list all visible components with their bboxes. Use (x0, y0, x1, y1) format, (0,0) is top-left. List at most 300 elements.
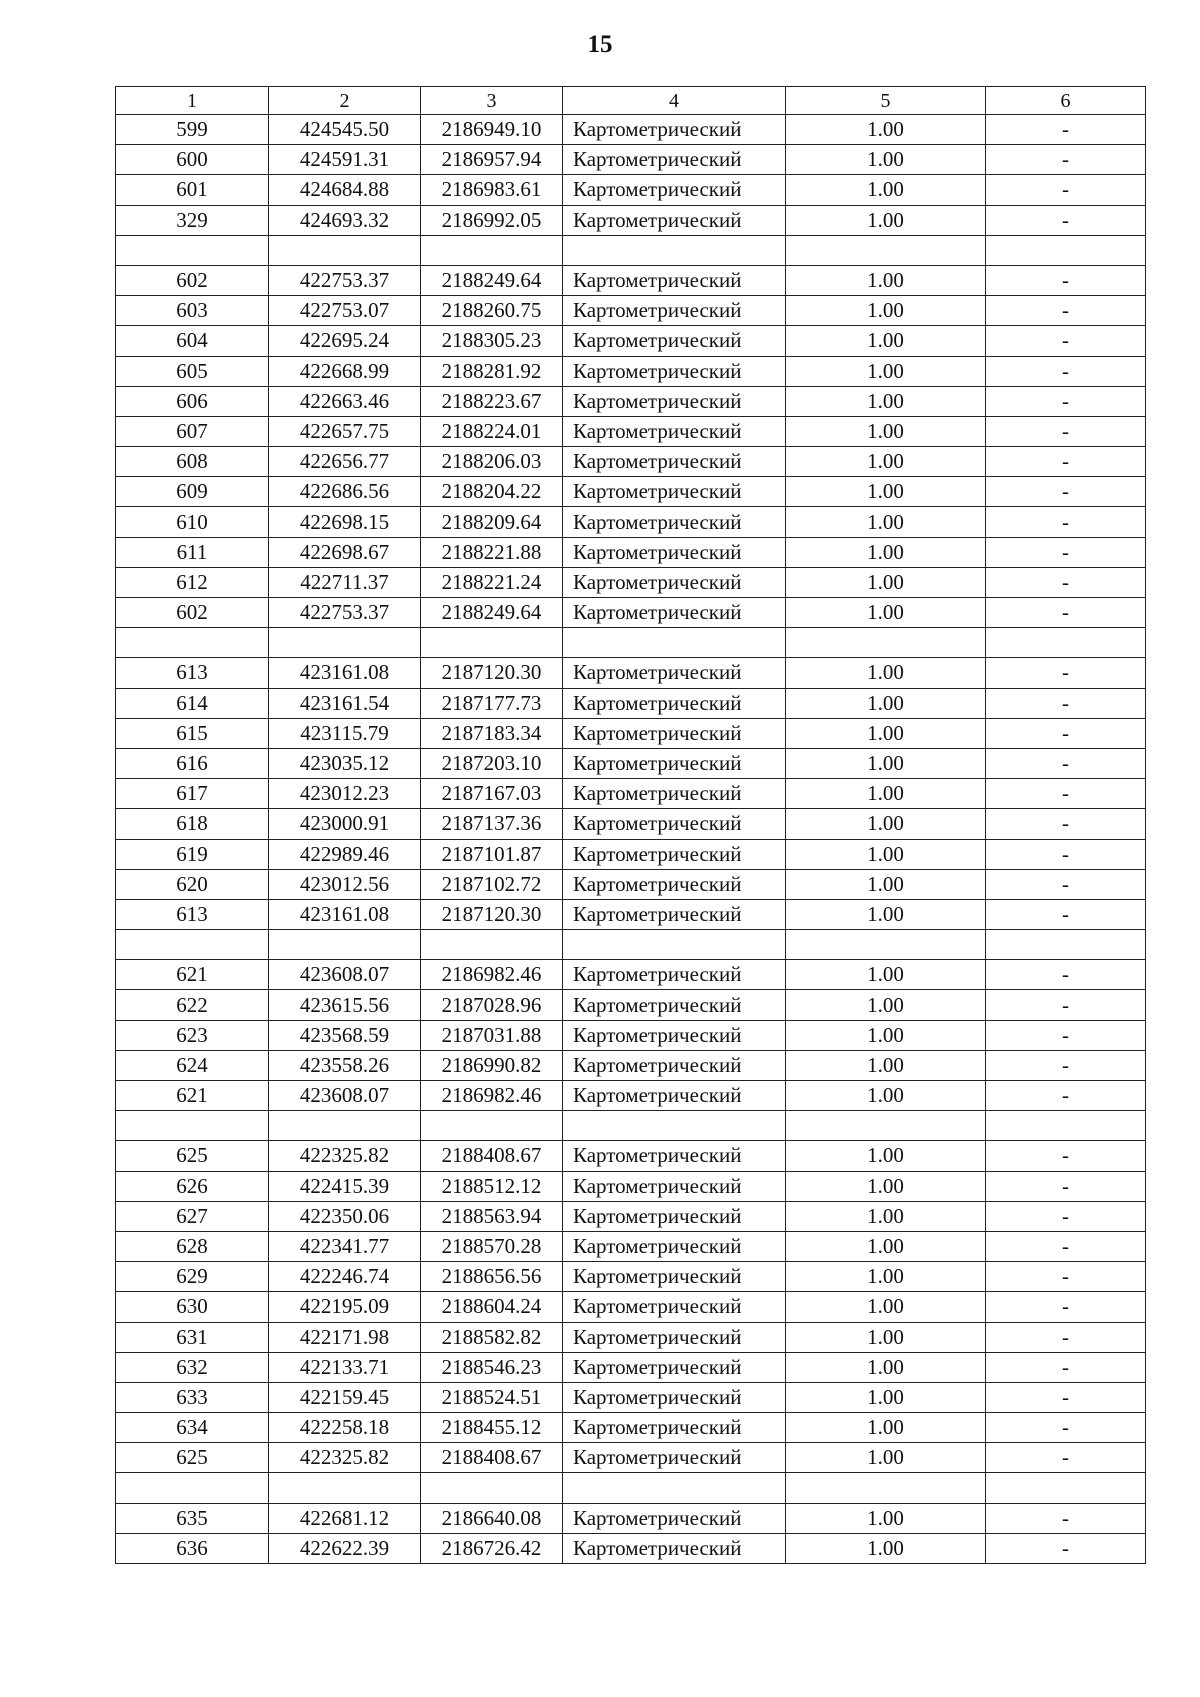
cell-x-coordinate: 422695.24 (269, 326, 421, 356)
cell-method: Картометрический (563, 598, 786, 628)
cell-x-coordinate: 422325.82 (269, 1141, 421, 1171)
cell-accuracy: 1.00 (786, 1262, 986, 1292)
cell-y-coordinate: 2188563.94 (421, 1201, 563, 1231)
cell-y-coordinate: 2188305.23 (421, 326, 563, 356)
cell-point-number (116, 1111, 269, 1141)
cell-method: Картометрический (563, 537, 786, 567)
cell-method: Картометрический (563, 1171, 786, 1201)
cell-accuracy: 1.00 (786, 1352, 986, 1382)
cell-accuracy: 1.00 (786, 145, 986, 175)
cell-accuracy: 1.00 (786, 990, 986, 1020)
cell-x-coordinate: 422258.18 (269, 1413, 421, 1443)
cell-x-coordinate: 422133.71 (269, 1352, 421, 1382)
table-row (116, 1171, 1146, 1201)
cell-x-coordinate: 422753.07 (269, 296, 421, 326)
cell-note (986, 1473, 1146, 1503)
cell-accuracy: 1.00 (786, 1141, 986, 1171)
cell-note: - (986, 598, 1146, 628)
cell-y-coordinate: 2188570.28 (421, 1231, 563, 1261)
cell-point-number: 601 (116, 175, 269, 205)
cell-point-number: 611 (116, 537, 269, 567)
cell-accuracy: 1.00 (786, 809, 986, 839)
cell-x-coordinate (269, 1473, 421, 1503)
cell-x-coordinate: 422341.77 (269, 1231, 421, 1261)
cell-point-number (116, 235, 269, 265)
cell-note: - (986, 115, 1146, 145)
cell-note: - (986, 1443, 1146, 1473)
cell-accuracy: 1.00 (786, 748, 986, 778)
cell-method: Картометрический (563, 1141, 786, 1171)
cell-note: - (986, 809, 1146, 839)
cell-note: - (986, 899, 1146, 929)
cell-x-coordinate (269, 235, 421, 265)
cell-x-coordinate: 422989.46 (269, 839, 421, 869)
table-row (116, 145, 1146, 175)
cell-note: - (986, 537, 1146, 567)
cell-point-number: 604 (116, 326, 269, 356)
cell-y-coordinate: 2188221.88 (421, 537, 563, 567)
cell-accuracy: 1.00 (786, 356, 986, 386)
cell-point-number: 616 (116, 748, 269, 778)
cell-accuracy: 1.00 (786, 507, 986, 537)
cell-x-coordinate: 423012.56 (269, 869, 421, 899)
cell-y-coordinate: 2188408.67 (421, 1141, 563, 1171)
cell-point-number: 620 (116, 869, 269, 899)
cell-method: Картометрический (563, 296, 786, 326)
column-header-2: 2 (269, 87, 421, 115)
cell-accuracy: 1.00 (786, 1443, 986, 1473)
cell-note: - (986, 1292, 1146, 1322)
table-row (116, 447, 1146, 477)
table-row (116, 1201, 1146, 1231)
cell-accuracy: 1.00 (786, 1533, 986, 1563)
cell-accuracy (786, 235, 986, 265)
cell-point-number: 629 (116, 1262, 269, 1292)
cell-method (563, 628, 786, 658)
cell-y-coordinate: 2186982.46 (421, 1081, 563, 1111)
cell-method: Картометрический (563, 115, 786, 145)
cell-note: - (986, 356, 1146, 386)
cell-x-coordinate: 422698.67 (269, 537, 421, 567)
cell-point-number: 613 (116, 658, 269, 688)
cell-y-coordinate: 2186726.42 (421, 1533, 563, 1563)
cell-x-coordinate: 423608.07 (269, 960, 421, 990)
cell-method: Картометрический (563, 1352, 786, 1382)
cell-accuracy: 1.00 (786, 386, 986, 416)
cell-point-number: 602 (116, 265, 269, 295)
cell-y-coordinate: 2186982.46 (421, 960, 563, 990)
cell-point-number: 606 (116, 386, 269, 416)
cell-note: - (986, 296, 1146, 326)
cell-note: - (986, 658, 1146, 688)
cell-point-number: 618 (116, 809, 269, 839)
cell-accuracy (786, 1111, 986, 1141)
cell-accuracy: 1.00 (786, 477, 986, 507)
cell-point-number: 632 (116, 1352, 269, 1382)
cell-accuracy: 1.00 (786, 598, 986, 628)
cell-y-coordinate: 2188604.24 (421, 1292, 563, 1322)
cell-method: Картометрический (563, 688, 786, 718)
table-row (116, 265, 1146, 295)
cell-point-number: 625 (116, 1443, 269, 1473)
cell-point-number: 600 (116, 145, 269, 175)
cell-y-coordinate: 2186983.61 (421, 175, 563, 205)
cell-y-coordinate: 2188223.67 (421, 386, 563, 416)
cell-accuracy (786, 930, 986, 960)
cell-x-coordinate: 422325.82 (269, 1443, 421, 1473)
cell-point-number: 605 (116, 356, 269, 386)
table-row (116, 537, 1146, 567)
cell-method: Картометрический (563, 386, 786, 416)
cell-note: - (986, 688, 1146, 718)
table-row (116, 869, 1146, 899)
cell-method: Картометрический (563, 1081, 786, 1111)
table-row (116, 567, 1146, 597)
cell-accuracy: 1.00 (786, 1382, 986, 1412)
cell-accuracy: 1.00 (786, 1201, 986, 1231)
cell-note: - (986, 386, 1146, 416)
cell-y-coordinate: 2188408.67 (421, 1443, 563, 1473)
cell-method: Картометрический (563, 205, 786, 235)
cell-method: Картометрический (563, 869, 786, 899)
cell-accuracy: 1.00 (786, 658, 986, 688)
cell-note: - (986, 748, 1146, 778)
cell-method: Картометрический (563, 1443, 786, 1473)
cell-x-coordinate: 423115.79 (269, 718, 421, 748)
table-row (116, 477, 1146, 507)
table-row (116, 960, 1146, 990)
cell-method: Картометрический (563, 748, 786, 778)
cell-note: - (986, 1231, 1146, 1261)
cell-y-coordinate: 2187183.34 (421, 718, 563, 748)
cell-method (563, 1473, 786, 1503)
cell-accuracy: 1.00 (786, 960, 986, 990)
cell-method: Картометрический (563, 960, 786, 990)
cell-point-number (116, 1473, 269, 1503)
cell-y-coordinate: 2187137.36 (421, 809, 563, 839)
table-row (116, 1382, 1146, 1412)
cell-method (563, 930, 786, 960)
cell-method: Картометрический (563, 990, 786, 1020)
cell-y-coordinate: 2188249.64 (421, 265, 563, 295)
table-row (116, 598, 1146, 628)
cell-y-coordinate: 2186990.82 (421, 1050, 563, 1080)
cell-point-number: 636 (116, 1533, 269, 1563)
cell-y-coordinate: 2187203.10 (421, 748, 563, 778)
cell-y-coordinate (421, 235, 563, 265)
cell-accuracy: 1.00 (786, 205, 986, 235)
table-separator-row (116, 930, 1146, 960)
cell-x-coordinate: 422159.45 (269, 1382, 421, 1412)
column-header-6: 6 (986, 87, 1146, 115)
table-row (116, 1081, 1146, 1111)
cell-x-coordinate (269, 628, 421, 658)
cell-y-coordinate: 2188249.64 (421, 598, 563, 628)
cell-accuracy: 1.00 (786, 1020, 986, 1050)
cell-x-coordinate: 423161.54 (269, 688, 421, 718)
cell-method (563, 235, 786, 265)
table-row (116, 779, 1146, 809)
table-row (116, 356, 1146, 386)
cell-y-coordinate: 2187167.03 (421, 779, 563, 809)
cell-note (986, 930, 1146, 960)
cell-note: - (986, 477, 1146, 507)
cell-note: - (986, 1141, 1146, 1171)
cell-y-coordinate: 2188512.12 (421, 1171, 563, 1201)
cell-method: Картометрический (563, 1533, 786, 1563)
table-row (116, 1413, 1146, 1443)
cell-point-number: 631 (116, 1322, 269, 1352)
cell-y-coordinate: 2188455.12 (421, 1413, 563, 1443)
cell-accuracy: 1.00 (786, 1292, 986, 1322)
cell-note: - (986, 1171, 1146, 1201)
table-row (116, 1533, 1146, 1563)
cell-note: - (986, 416, 1146, 446)
table-row (116, 1050, 1146, 1080)
cell-x-coordinate: 422622.39 (269, 1533, 421, 1563)
column-header-3: 3 (421, 87, 563, 115)
cell-x-coordinate: 423615.56 (269, 990, 421, 1020)
cell-method: Картометрический (563, 356, 786, 386)
cell-note: - (986, 839, 1146, 869)
cell-accuracy: 1.00 (786, 567, 986, 597)
cell-x-coordinate: 422657.75 (269, 416, 421, 446)
cell-y-coordinate: 2188206.03 (421, 447, 563, 477)
table-row (116, 1443, 1146, 1473)
cell-method: Картометрический (563, 477, 786, 507)
cell-y-coordinate: 2187120.30 (421, 658, 563, 688)
cell-note: - (986, 1262, 1146, 1292)
cell-x-coordinate: 423035.12 (269, 748, 421, 778)
cell-y-coordinate: 2187177.73 (421, 688, 563, 718)
cell-y-coordinate (421, 1111, 563, 1141)
table-body (116, 87, 1146, 1564)
cell-x-coordinate: 422753.37 (269, 265, 421, 295)
cell-method: Картометрический (563, 567, 786, 597)
cell-point-number: 329 (116, 205, 269, 235)
cell-y-coordinate: 2187102.72 (421, 869, 563, 899)
cell-x-coordinate: 422195.09 (269, 1292, 421, 1322)
cell-point-number: 617 (116, 779, 269, 809)
cell-y-coordinate: 2188209.64 (421, 507, 563, 537)
cell-x-coordinate: 424545.50 (269, 115, 421, 145)
cell-point-number (116, 628, 269, 658)
cell-method: Картометрический (563, 507, 786, 537)
cell-accuracy: 1.00 (786, 1231, 986, 1261)
table-separator-row (116, 628, 1146, 658)
cell-y-coordinate: 2188281.92 (421, 356, 563, 386)
table-row (116, 748, 1146, 778)
cell-note: - (986, 779, 1146, 809)
cell-note: - (986, 1533, 1146, 1563)
table-row (116, 386, 1146, 416)
table-row (116, 175, 1146, 205)
cell-y-coordinate: 2186957.94 (421, 145, 563, 175)
cell-point-number: 609 (116, 477, 269, 507)
cell-method: Картометрический (563, 779, 786, 809)
cell-x-coordinate: 423161.08 (269, 658, 421, 688)
page-number: 15 (587, 31, 613, 58)
cell-note: - (986, 1081, 1146, 1111)
cell-point-number: 602 (116, 598, 269, 628)
cell-accuracy: 1.00 (786, 839, 986, 869)
cell-point-number: 608 (116, 447, 269, 477)
table-separator-row (116, 1473, 1146, 1503)
cell-accuracy: 1.00 (786, 899, 986, 929)
cell-note: - (986, 567, 1146, 597)
cell-y-coordinate: 2186949.10 (421, 115, 563, 145)
cell-y-coordinate: 2188221.24 (421, 567, 563, 597)
cell-method: Картометрический (563, 265, 786, 295)
table-header-row (116, 87, 1146, 115)
cell-x-coordinate: 423608.07 (269, 1081, 421, 1111)
cell-y-coordinate (421, 1473, 563, 1503)
cell-x-coordinate: 422663.46 (269, 386, 421, 416)
cell-point-number (116, 930, 269, 960)
cell-y-coordinate: 2188204.22 (421, 477, 563, 507)
table-row (116, 658, 1146, 688)
column-header-1: 1 (116, 87, 269, 115)
cell-accuracy: 1.00 (786, 1413, 986, 1443)
cell-x-coordinate: 424591.31 (269, 145, 421, 175)
cell-note: - (986, 507, 1146, 537)
cell-y-coordinate: 2187120.30 (421, 899, 563, 929)
cell-method: Картометрический (563, 1231, 786, 1261)
cell-point-number: 626 (116, 1171, 269, 1201)
table-row (116, 1503, 1146, 1533)
cell-x-coordinate: 423568.59 (269, 1020, 421, 1050)
cell-accuracy: 1.00 (786, 688, 986, 718)
table-row (116, 839, 1146, 869)
table-separator-row (116, 235, 1146, 265)
cell-y-coordinate: 2186992.05 (421, 205, 563, 235)
cell-accuracy: 1.00 (786, 718, 986, 748)
table-separator-row (116, 1111, 1146, 1141)
cell-point-number: 607 (116, 416, 269, 446)
cell-x-coordinate: 422681.12 (269, 1503, 421, 1533)
table-row (116, 688, 1146, 718)
cell-point-number: 603 (116, 296, 269, 326)
cell-point-number: 630 (116, 1292, 269, 1322)
cell-x-coordinate: 423161.08 (269, 899, 421, 929)
cell-accuracy: 1.00 (786, 326, 986, 356)
cell-accuracy: 1.00 (786, 537, 986, 567)
table-row (116, 507, 1146, 537)
column-header-4: 4 (563, 87, 786, 115)
cell-y-coordinate: 2188546.23 (421, 1352, 563, 1382)
cell-method: Картометрический (563, 718, 786, 748)
cell-note (986, 235, 1146, 265)
cell-method: Картометрический (563, 1050, 786, 1080)
cell-method: Картометрический (563, 145, 786, 175)
table-row (116, 1322, 1146, 1352)
cell-note (986, 628, 1146, 658)
cell-point-number: 623 (116, 1020, 269, 1050)
cell-y-coordinate (421, 628, 563, 658)
cell-method (563, 1111, 786, 1141)
cell-y-coordinate: 2186640.08 (421, 1503, 563, 1533)
cell-note: - (986, 1503, 1146, 1533)
cell-method: Картометрический (563, 1020, 786, 1050)
cell-note: - (986, 326, 1146, 356)
cell-note: - (986, 869, 1146, 899)
cell-point-number: 612 (116, 567, 269, 597)
cell-note: - (986, 447, 1146, 477)
cell-x-coordinate: 422668.99 (269, 356, 421, 386)
cell-note (986, 1111, 1146, 1141)
cell-note: - (986, 1352, 1146, 1382)
cell-x-coordinate: 422686.56 (269, 477, 421, 507)
cell-y-coordinate: 2188656.56 (421, 1262, 563, 1292)
cell-note: - (986, 1020, 1146, 1050)
table-row (116, 326, 1146, 356)
cell-accuracy: 1.00 (786, 1503, 986, 1533)
cell-y-coordinate: 2188260.75 (421, 296, 563, 326)
cell-method: Картометрический (563, 899, 786, 929)
cell-method: Картометрический (563, 326, 786, 356)
cell-accuracy (786, 628, 986, 658)
cell-x-coordinate: 422753.37 (269, 598, 421, 628)
cell-method: Картометрический (563, 1262, 786, 1292)
cell-x-coordinate: 422415.39 (269, 1171, 421, 1201)
table-row (116, 899, 1146, 929)
table-row (116, 115, 1146, 145)
cell-note: - (986, 1413, 1146, 1443)
cell-accuracy: 1.00 (786, 1081, 986, 1111)
cell-x-coordinate (269, 930, 421, 960)
cell-accuracy: 1.00 (786, 869, 986, 899)
cell-method: Картометрический (563, 1413, 786, 1443)
cell-x-coordinate: 422171.98 (269, 1322, 421, 1352)
cell-note: - (986, 205, 1146, 235)
cell-x-coordinate: 423012.23 (269, 779, 421, 809)
table-row (116, 809, 1146, 839)
cell-y-coordinate: 2187101.87 (421, 839, 563, 869)
cell-note: - (986, 1382, 1146, 1412)
cell-method: Картометрический (563, 1503, 786, 1533)
cell-note: - (986, 175, 1146, 205)
cell-note: - (986, 265, 1146, 295)
cell-x-coordinate: 424684.88 (269, 175, 421, 205)
cell-note: - (986, 960, 1146, 990)
table-row (116, 718, 1146, 748)
cell-point-number: 625 (116, 1141, 269, 1171)
cell-point-number: 610 (116, 507, 269, 537)
cell-method: Картометрический (563, 658, 786, 688)
cell-note: - (986, 990, 1146, 1020)
cell-x-coordinate: 424693.32 (269, 205, 421, 235)
cell-method: Картометрический (563, 416, 786, 446)
cell-y-coordinate: 2188582.82 (421, 1322, 563, 1352)
cell-y-coordinate: 2188224.01 (421, 416, 563, 446)
cell-accuracy: 1.00 (786, 175, 986, 205)
column-header-5: 5 (786, 87, 986, 115)
cell-point-number: 633 (116, 1382, 269, 1412)
coordinates-table (115, 86, 1146, 1564)
cell-point-number: 614 (116, 688, 269, 718)
cell-x-coordinate: 422698.15 (269, 507, 421, 537)
cell-point-number: 615 (116, 718, 269, 748)
cell-accuracy: 1.00 (786, 1050, 986, 1080)
cell-accuracy: 1.00 (786, 265, 986, 295)
cell-accuracy: 1.00 (786, 1322, 986, 1352)
cell-x-coordinate: 422350.06 (269, 1201, 421, 1231)
cell-method: Картометрический (563, 175, 786, 205)
cell-note: - (986, 1050, 1146, 1080)
cell-y-coordinate: 2188524.51 (421, 1382, 563, 1412)
cell-point-number: 621 (116, 1081, 269, 1111)
cell-method: Картометрический (563, 1292, 786, 1322)
